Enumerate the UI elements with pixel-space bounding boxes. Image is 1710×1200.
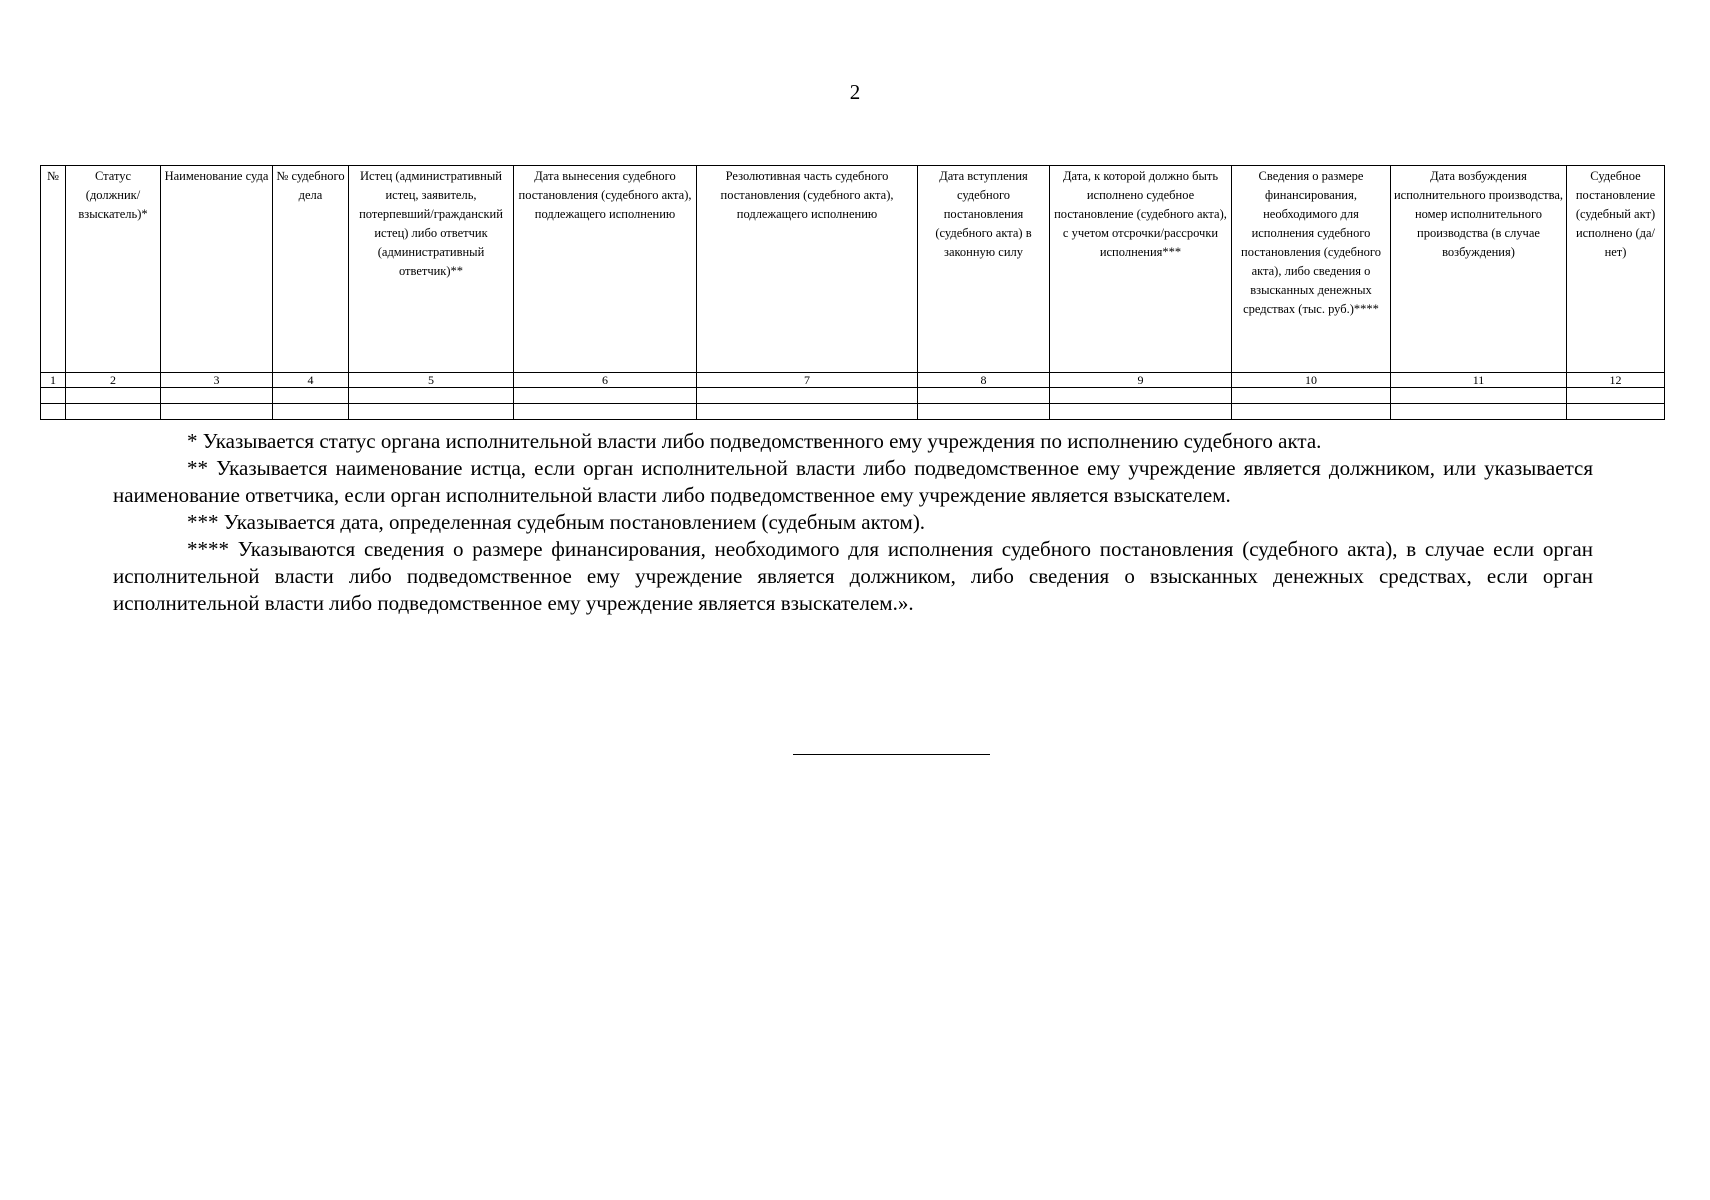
header-cell-effective-date: Дата вступления судебного постановления (судебного акта) в законную силу <box>918 166 1050 373</box>
header-cell-case-number: № судебного дела <box>273 166 349 373</box>
empty-cell <box>161 388 273 404</box>
header-cell-financing-info: Сведения о размере финансирования, необходимого для исполнения судебного постановления (судебного акта), либо сведения о взысканных денежных средствах (тыс. руб.)**** <box>1232 166 1391 373</box>
column-number-cell: 2 <box>66 373 161 388</box>
header-cell-court-name: Наименование суда <box>161 166 273 373</box>
header-cell-deadline-date: Дата, к которой должно быть исполнено судебное постановление (судебного акта), с учетом отсрочки/рассрочки исполнения*** <box>1050 166 1232 373</box>
empty-cell <box>1232 388 1391 404</box>
column-number-cell: 1 <box>41 373 66 388</box>
empty-cell <box>161 404 273 420</box>
empty-cell <box>514 404 697 420</box>
column-number-cell: 3 <box>161 373 273 388</box>
column-number-cell: 4 <box>273 373 349 388</box>
empty-cell <box>349 388 514 404</box>
header-cell-enforcement-proceedings: Дата возбуждения исполнительного производства, номер исполнительного производства (в случае возбуждения) <box>1391 166 1567 373</box>
column-number-cell: 11 <box>1391 373 1567 388</box>
empty-cell <box>273 404 349 420</box>
header-cell-executed: Судебное постановление (судебный акт) исполнено (да/нет) <box>1567 166 1665 373</box>
page-number: 2 <box>849 80 861 104</box>
court-decisions-table <box>40 165 1665 420</box>
column-number-cell: 5 <box>349 373 514 388</box>
column-number-cell: 6 <box>514 373 697 388</box>
header-cell-plaintiff-defendant: Истец (административный истец, заявитель, потерпевший/гражданский истец) либо ответчик (административный ответчик)** <box>349 166 514 373</box>
footnote-plaintiff-defendant: ** Указывается наименование истца, если орган исполнительной власти либо подведомственное ему учреждение является должником, или указывается наименование ответчика, если орган исполнительной власти либо подведомственное ему учреждение является взыскателем. <box>113 456 1593 507</box>
empty-cell <box>1050 388 1232 404</box>
column-numbers-row <box>41 373 1665 388</box>
empty-table-row <box>41 388 1665 404</box>
empty-cell <box>1567 404 1665 420</box>
header-cell-operative-part: Резолютивная часть судебного постановления (судебного акта), подлежащего исполнению <box>697 166 918 373</box>
column-number-cell: 8 <box>918 373 1050 388</box>
empty-cell <box>1050 404 1232 420</box>
empty-cell <box>918 388 1050 404</box>
footnote-deadline-date: *** Указывается дата, определенная судебным постановлением (судебным актом). <box>187 510 926 534</box>
column-number-cell: 7 <box>697 373 918 388</box>
empty-cell <box>349 404 514 420</box>
empty-cell <box>1391 388 1567 404</box>
empty-table-row <box>41 404 1665 420</box>
empty-cell <box>1391 404 1567 420</box>
header-cell-status: Статус (должник/ взыскатель)* <box>66 166 161 373</box>
header-cell-decision-date: Дата вынесения судебного постановления (судебного акта), подлежащего исполнению <box>514 166 697 373</box>
column-number-cell: 10 <box>1232 373 1391 388</box>
empty-cell <box>697 404 918 420</box>
empty-cell <box>697 388 918 404</box>
column-number-cell: 12 <box>1567 373 1665 388</box>
empty-cell <box>918 404 1050 420</box>
empty-cell <box>273 388 349 404</box>
empty-cell <box>66 404 161 420</box>
end-divider-line <box>793 754 990 755</box>
empty-cell <box>41 404 66 420</box>
footnote-financing-info: **** Указываются сведения о размере финансирования, необходимого для исполнения судебного постановления (судебного акта), в случае если орган исполнительной власти либо подведомственное ему учреждение является должником, либо сведения о взысканных денежных средствах, если орган исполнительной власти либо подведомственное ему учреждение является взыскателем.». <box>113 537 1593 615</box>
empty-cell <box>514 388 697 404</box>
empty-cell <box>1567 388 1665 404</box>
table-header-row <box>41 166 1665 373</box>
footnote-status: * Указывается статус органа исполнительной власти либо подведомственного ему учреждения по исполнению судебного акта. <box>187 429 1322 453</box>
empty-cell <box>41 388 66 404</box>
column-number-cell: 9 <box>1050 373 1232 388</box>
footnotes <box>113 428 1593 617</box>
empty-cell <box>1232 404 1391 420</box>
empty-cell <box>66 388 161 404</box>
header-cell-number: № <box>41 166 66 373</box>
